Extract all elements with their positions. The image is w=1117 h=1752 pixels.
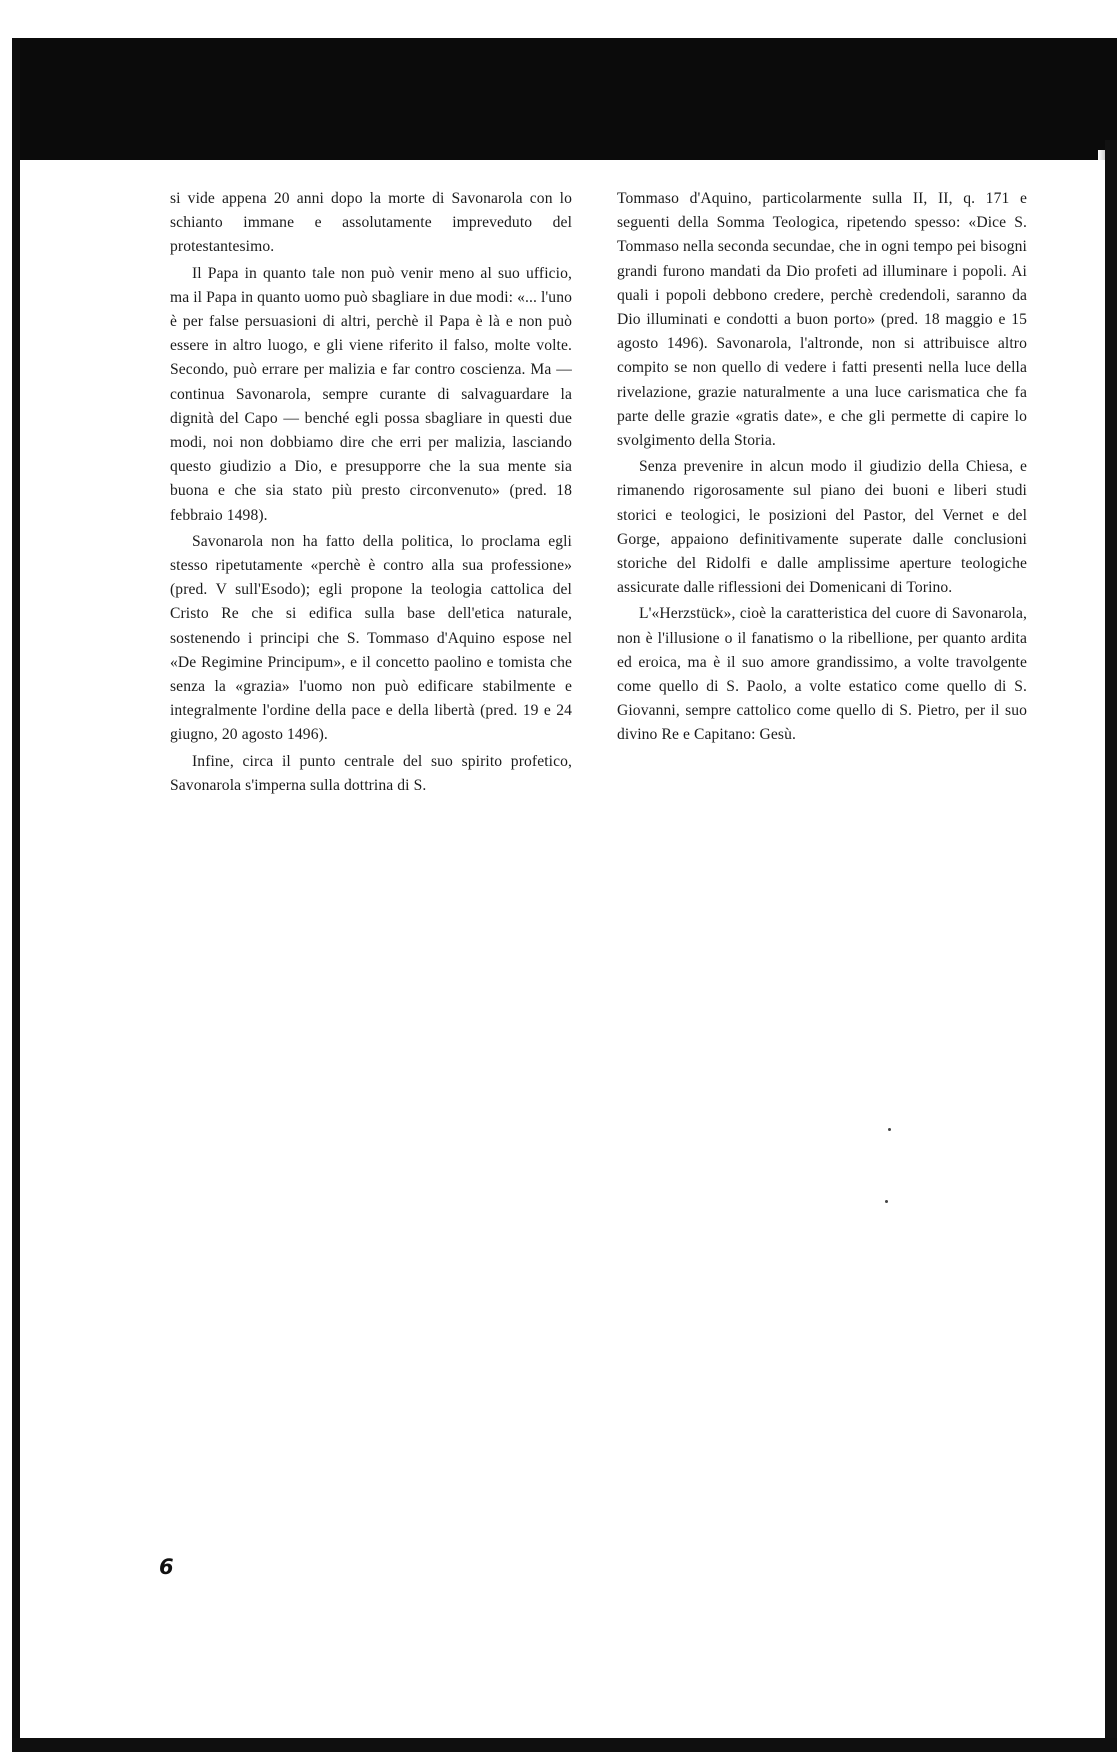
scan-dark-border-bottom xyxy=(12,1738,1117,1752)
paragraph: Savonarola non ha fatto della politica, lo proclama egli stesso ripetutamente «perchè è contro alla sua professione» (pred. V sull'Esodo); egli propone la teologia cattolica del Cristo Re che si edifica sulla base dell'etica naturale, sostenendo i principi che S. Tommaso d'Aquino espose nel «De Regimine Principum», e il concetto paolino e tomista che senza la «grazia» l'uomo non può edificare stabilmente e integralmente l'ordine della pace e della libertà (pred. 19 e 24 giugno, 20 agosto 1496). xyxy=(170,532,572,744)
scan-dark-border-right xyxy=(1105,140,1117,1752)
right-text-column xyxy=(617,187,1027,748)
page-number: 6 xyxy=(159,1555,174,1579)
paragraph: si vide appena 20 anni dopo la morte di Savonarola con lo schianto immane e assolutamente imprevеduto del protestantesimo. xyxy=(170,190,572,256)
scan-speck xyxy=(888,1128,891,1131)
paragraph: Senza prevenire in alcun modo il giudizio della Chiesa, e rimanendo rigorosamente sul piano dei buoni e liberi studi storici e teologici, le posizioni del Pastor, del Vernet e del Gorge, appaiono definitivamente superate dalle conclusioni storiche del Ridolfi e dalle amplissime aperture teologiche assicurate dalle riflessioni dei Domenicani di Torino. xyxy=(617,458,1027,597)
scan-dark-border-top xyxy=(12,38,1117,160)
left-text-column xyxy=(170,187,572,798)
paragraph: Tommaso d'Aquino, particolarmente sulla II, II, q. 171 e seguenti della Somma Teologica, ripetendo spesso: «Dice S. Tommaso nella seconda secundae, che in ogni tempo pei bisogni grandi furono mandati da Dio profeti ad illuminare i popoli. Ai quali i popoli debbono credere, perchè credendoli, saranno da Dio illuminati e condotti a buon porto» (pred. 18 maggio e 15 agosto 1496). Savonarola, l'altronde, non si attribuisce altro compito se non quello di vedere i fatti presenti nella luce della rivelazione, grazie naturalmente a una luce carismatica che fa parte delle grazie «gratis date», e che gli permette di capire lo svolgimento della Storia. xyxy=(617,190,1027,450)
paragraph: Infine, circa il punto centrale del suo spirito profetico, Savonarola s'imperna sulla dottrina di S. xyxy=(170,752,572,794)
scan-speck xyxy=(885,1200,888,1203)
paragraph: Il Papa in quanto tale non può venir meno al suo ufficio, ma il Papa in quanto uomo può sbagliare in due modi: «... l'uno è per false persuasioni di altri, perchè il Papa è là e non può essere in altro luogo, e gli viene riferito il falso, molte volte. Secondo, può errare per malizia e far contro coscienza. Ma — continua Savonarola, sempre curante di salvaguardare la dignità del Capo — benché egli possa sbagliare in questi due modi, noi non dobbiamo dire che erri per malizia, lasciando questo giudizio a Dio, e presupporre che la sua mente sia buona e che sia stato più presto circonvenuto» (pred. 18 febbraio 1498). xyxy=(170,264,572,524)
paragraph: L'«Herzstück», cioè la caratteristica del cuore di Savonarola, non è l'illusione o il fanatismo o la ribellione, per quanto ardita ed eroica, ma è il suo amore grandissimo, a volte travolgente come quello di S. Paolo, a volte estatico come quello di S. Giovanni, sempre cattolico come quello di S. Pietro, per il suo divino Re e Capitano: Gesù. xyxy=(617,605,1027,744)
scan-margin-top xyxy=(0,0,1117,38)
scan-dark-border-left xyxy=(12,38,20,1752)
